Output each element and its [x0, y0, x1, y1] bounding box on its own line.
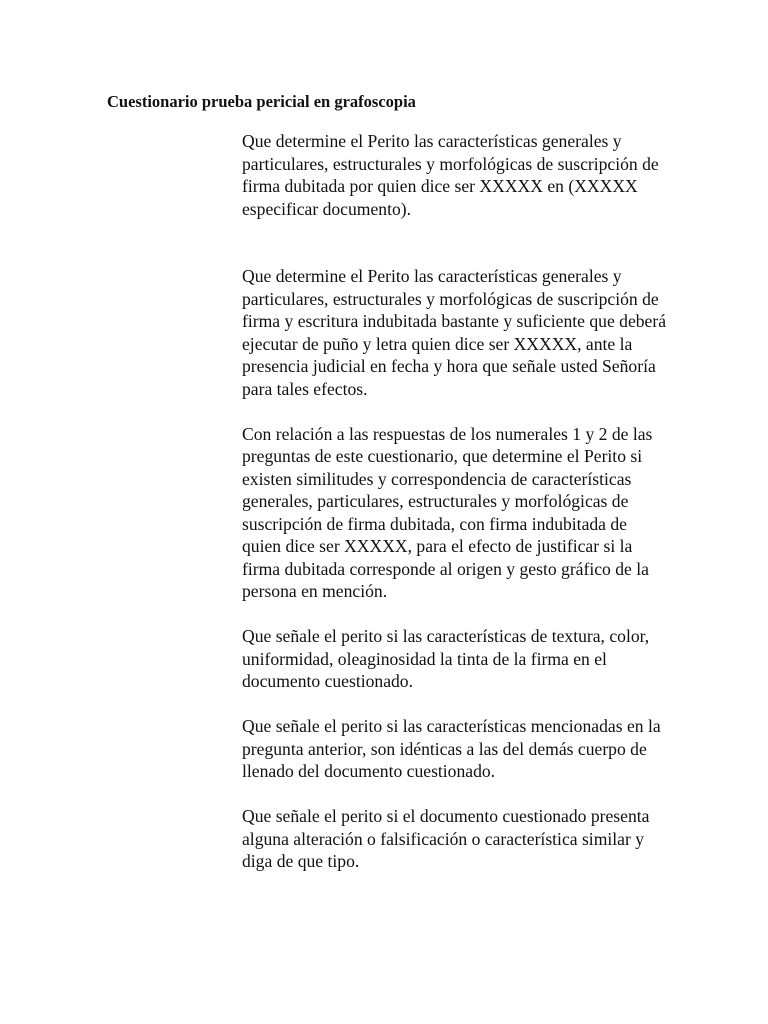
- question-3: Con relación a las respuestas de los numerales 1 y 2 de las preguntas de este cuestionario, que determine el Perito si existen similitudes y correspondencia de características generales, particulares, estructurales y morfológicas de suscripción de firma dubitada, con firma indubitada de quien dice ser XXXXX, para el efecto de justificar si la firma dubitada corresponde al origen y gesto gráfico de la persona en mención.: [242, 423, 653, 601]
- question-6: Que señale el perito si el documento cuestionado presenta alguna alteración o falsificación o característica similar y diga de que tipo.: [242, 806, 650, 871]
- question-1: Que determine el Perito las características generales y particulares, estructurales y morfológicas de suscripción de firma dubitada por quien dice ser XXXXX en (XXXXX especificar documento).: [242, 131, 659, 219]
- question-list: [242, 130, 667, 873]
- question-2: Que determine el Perito las características generales y particulares, estructurales y morfológicas de suscripción de firma y escritura indubitada bastante y suficiente que deberá ejecutar de puño y letra quien dice ser XXXXX, ante la presencia judicial en fecha y hora que señale usted Señoría para tales efectos.: [242, 266, 667, 399]
- document-title: Cuestionario prueba pericial en grafoscopia: [107, 92, 416, 111]
- question-4: Que señale el perito si las características de textura, color, uniformidad, oleaginosidad la tinta de la firma en el documento cuestionado.: [242, 626, 650, 691]
- question-5: Que señale el perito si las características mencionadas en la pregunta anterior, son idénticas a las del demás cuerpo de llenado del documento cuestionado.: [242, 716, 661, 781]
